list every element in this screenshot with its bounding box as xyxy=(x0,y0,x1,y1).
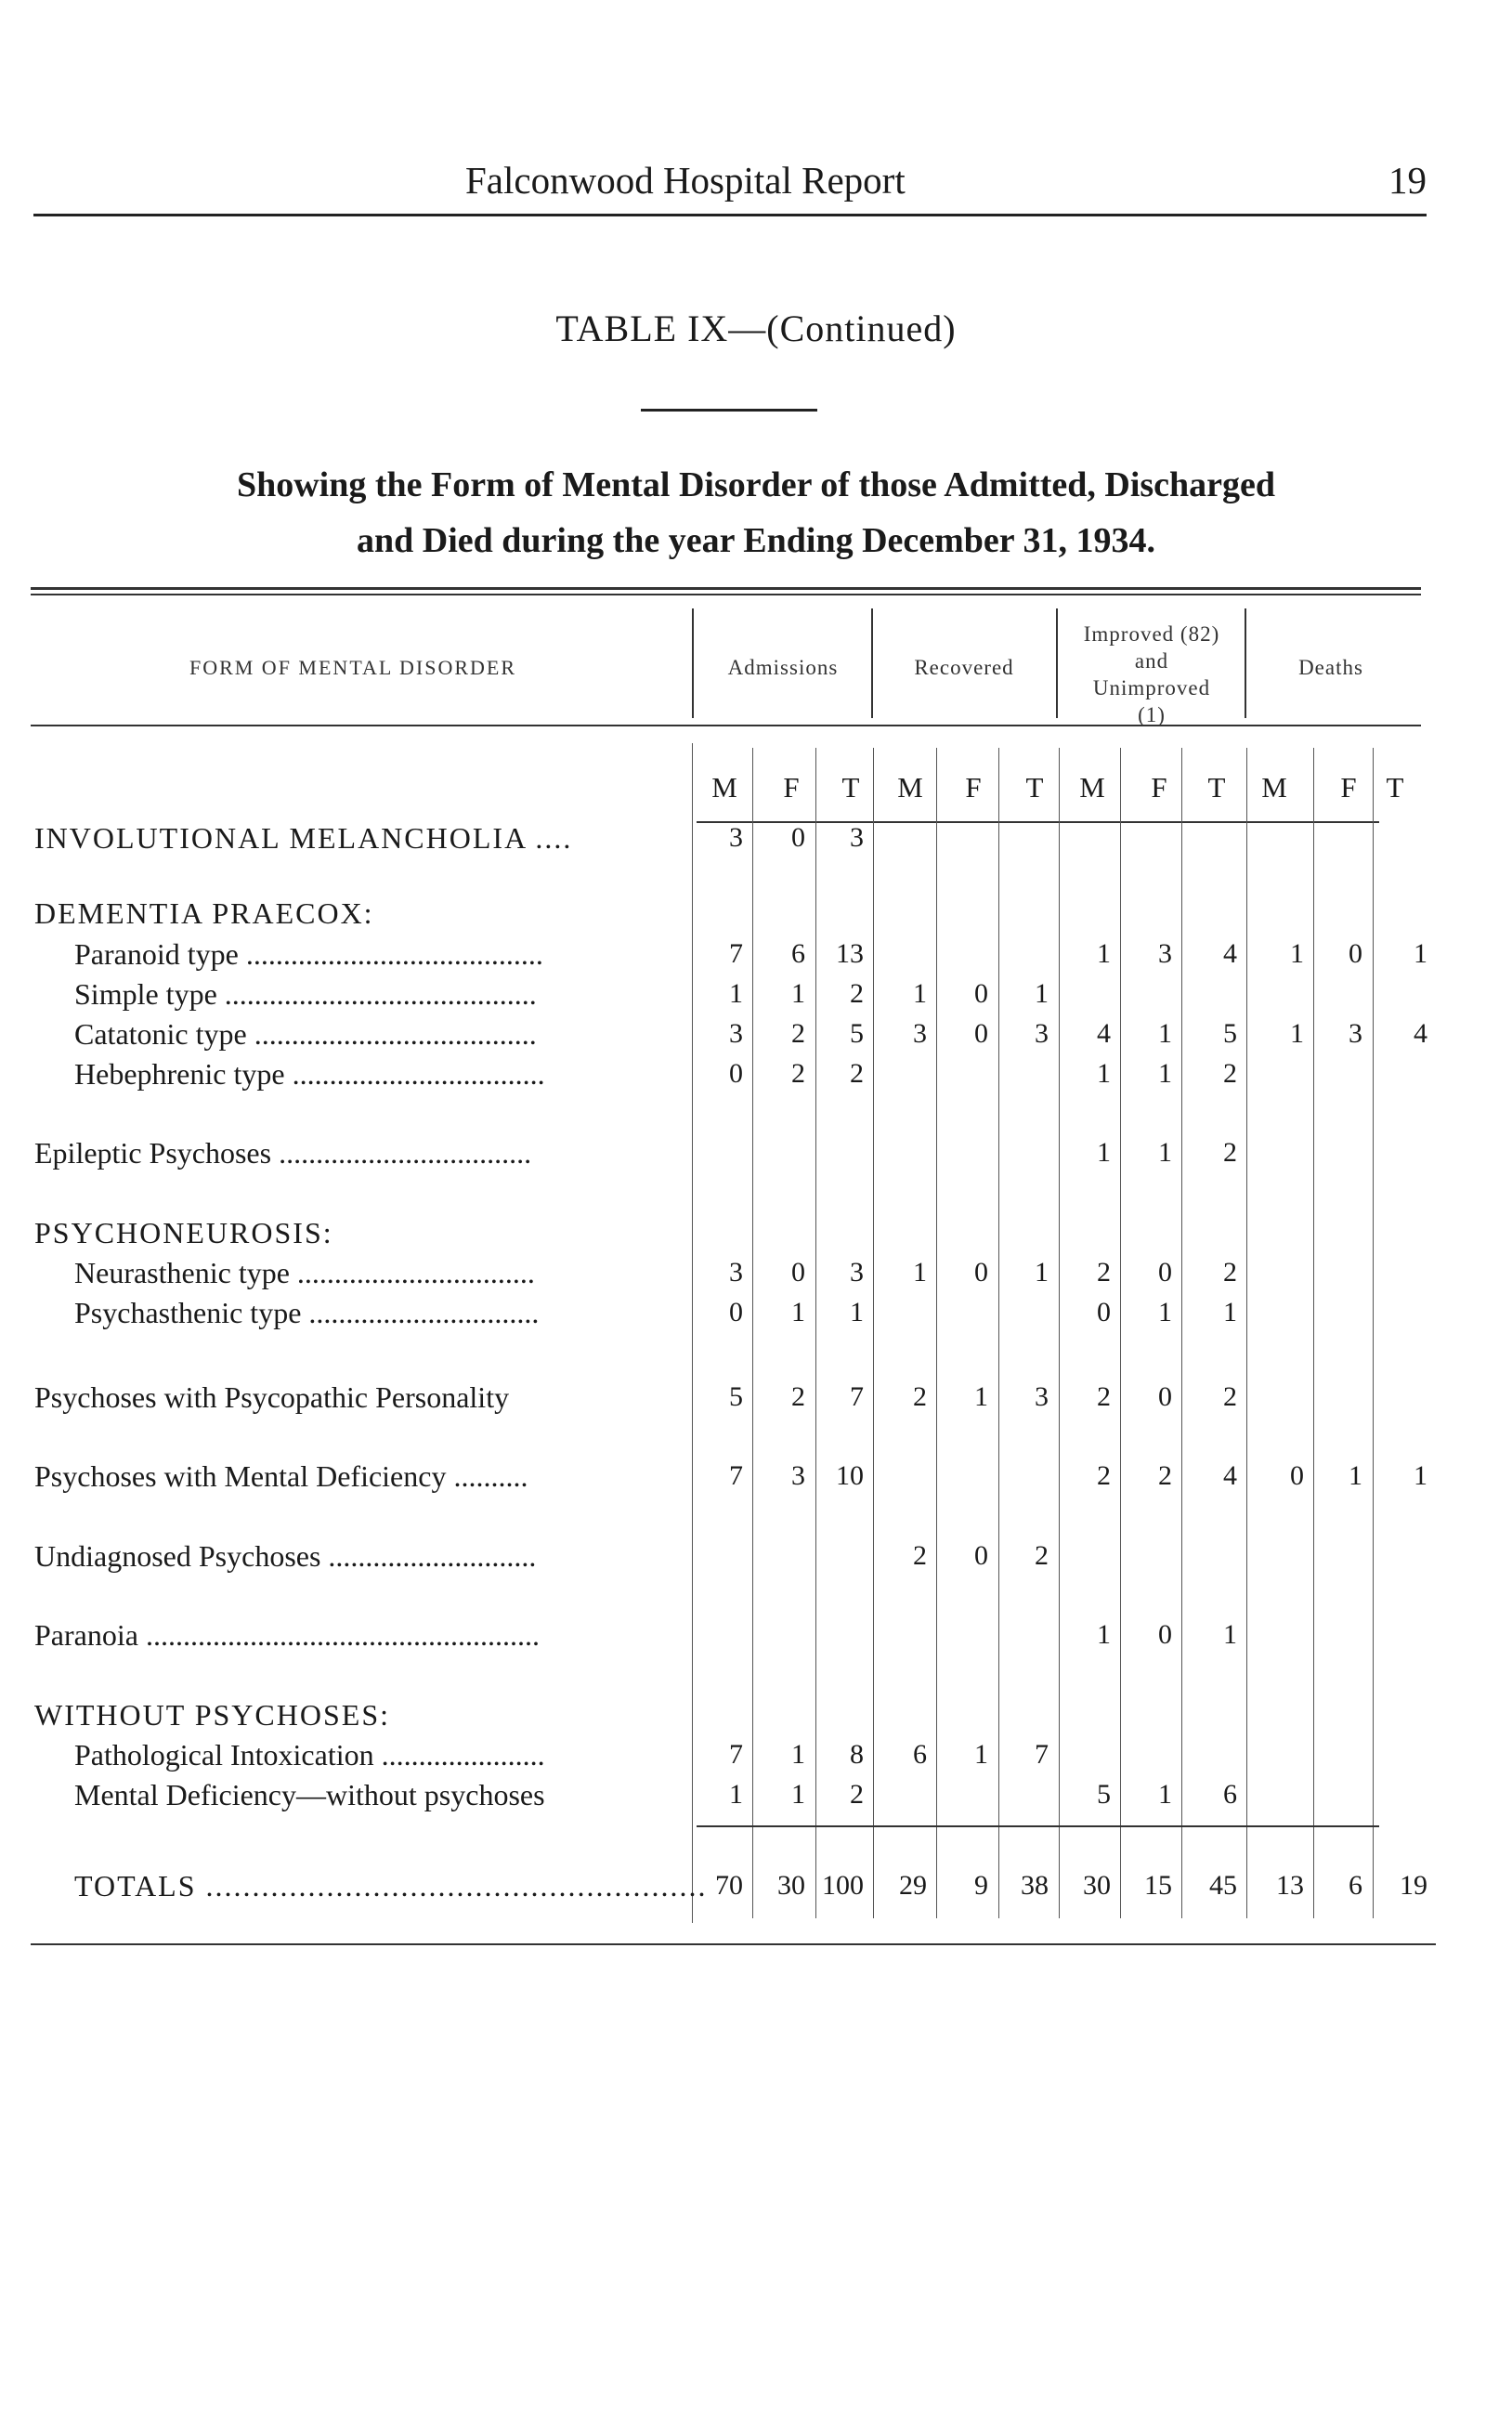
column-rule xyxy=(1246,748,1247,1918)
table-cell: 5 xyxy=(1223,1018,1237,1049)
table-cell: 4 xyxy=(1223,938,1237,969)
table-cell: 1 xyxy=(1035,978,1049,1009)
row-label: Mental Deficiency—without psychoses xyxy=(74,1778,545,1811)
table-cell: 7 xyxy=(729,1460,743,1491)
table-cell: 1 xyxy=(974,1381,988,1412)
header-divider-4 xyxy=(1245,608,1246,718)
table-cell: 2 xyxy=(850,1058,864,1089)
table-cell: 3 xyxy=(850,822,864,853)
running-head xyxy=(33,158,1427,216)
row-label: Undiagnosed Psychoses ............................ xyxy=(34,1539,537,1573)
table-cell: 2 xyxy=(913,1540,927,1571)
table-cell: 3 xyxy=(850,1257,864,1288)
table-cell: 4 xyxy=(1223,1460,1237,1491)
table-cell: 1 xyxy=(791,1297,805,1327)
table-cell: 1 xyxy=(1097,938,1111,969)
table-cell: 1 xyxy=(1158,1137,1172,1168)
table-cell: 70 xyxy=(715,1870,743,1901)
header-improved-line-3: Unimproved xyxy=(1092,676,1211,700)
table-cell: 3 xyxy=(913,1018,927,1049)
row-label: Psychoses with Psycopathic Personality xyxy=(34,1380,510,1414)
table-cell: 100 xyxy=(822,1870,864,1901)
table-cell: 1 xyxy=(1158,1058,1172,1089)
table-cell: 1 xyxy=(791,1739,805,1770)
table-cell: 2 xyxy=(1097,1257,1111,1288)
table-cell: 2 xyxy=(1223,1257,1237,1288)
table-cell: 1 xyxy=(1290,1018,1304,1049)
table-subtitle xyxy=(0,457,1512,569)
table-cell: 9 xyxy=(974,1870,988,1901)
table-cell: 1 xyxy=(791,1779,805,1810)
row-label: TOTALS ...................................................... xyxy=(74,1869,708,1903)
table-cell: 30 xyxy=(1083,1870,1111,1901)
table-cell: 7 xyxy=(729,1739,743,1770)
table-cell: 5 xyxy=(1097,1779,1111,1810)
table-cell: 45 xyxy=(1209,1870,1237,1901)
header-form: FORM OF MENTAL DISORDER xyxy=(189,656,517,679)
page-number: 19 xyxy=(1388,159,1427,202)
header-divider-3 xyxy=(1056,608,1058,718)
table-cell: 2 xyxy=(913,1381,927,1412)
table-cell: 2 xyxy=(791,1381,805,1412)
table-cell: 2 xyxy=(1223,1381,1237,1412)
table-top-rule-2 xyxy=(31,594,1421,595)
header-divider-1 xyxy=(692,608,694,718)
column-rule xyxy=(1313,748,1314,1918)
table-cell: 2 xyxy=(850,978,864,1009)
table-cell: 3 xyxy=(1349,1018,1362,1049)
running-head-title: Falconwood Hospital Report xyxy=(465,159,906,202)
table-title: TABLE IX—(Continued) xyxy=(555,307,957,349)
row-label: Catatonic type ...................................... xyxy=(74,1017,537,1051)
sub-header-t: T xyxy=(1025,771,1044,804)
sub-header-f: F xyxy=(1340,771,1357,804)
column-rule xyxy=(1373,748,1374,1918)
sub-header-m: M xyxy=(1261,771,1287,804)
table-cell: 5 xyxy=(729,1381,743,1412)
sub-header-f: F xyxy=(1151,771,1167,804)
row-label: PSYCHONEUROSIS: xyxy=(34,1216,333,1249)
sub-header-m: M xyxy=(1079,771,1105,804)
sub-header-f: F xyxy=(965,771,982,804)
table-cell: 1 xyxy=(974,1739,988,1770)
column-rule xyxy=(1181,748,1182,1918)
table-cell: 1 xyxy=(791,978,805,1009)
title-rule xyxy=(641,409,817,412)
header-admissions: Admissions xyxy=(727,656,839,679)
row-label: Pathological Intoxication ...................... xyxy=(74,1738,545,1772)
table-cell: 1 xyxy=(1414,938,1427,969)
table-cell: 6 xyxy=(791,938,805,969)
sub-header-m: M xyxy=(897,771,923,804)
table-cell: 0 xyxy=(1158,1619,1172,1650)
table-cell: 1 xyxy=(1158,1297,1172,1327)
row-label: DEMENTIA PRAECOX: xyxy=(34,896,374,930)
table-cell: 0 xyxy=(974,1540,988,1571)
table-cell: 2 xyxy=(1158,1460,1172,1491)
row-label: INVOLUTIONAL MELANCHOLIA .... xyxy=(34,821,573,855)
table-cell: 0 xyxy=(1290,1460,1304,1491)
row-label: Simple type .......................................... xyxy=(74,977,537,1011)
table-cell: 0 xyxy=(974,978,988,1009)
table-cell: 8 xyxy=(850,1739,864,1770)
table-cell: 1 xyxy=(913,978,927,1009)
table-cell: 0 xyxy=(974,1018,988,1049)
header-deaths: Deaths xyxy=(1298,656,1363,679)
column-rule xyxy=(1059,748,1060,1918)
table-cell: 0 xyxy=(729,1058,743,1089)
table-cell: 6 xyxy=(1223,1779,1237,1810)
table-cell: 1 xyxy=(850,1297,864,1327)
row-label: Epileptic Psychoses .................................. xyxy=(34,1136,532,1170)
table-cell: 38 xyxy=(1021,1870,1049,1901)
table-cell: 7 xyxy=(850,1381,864,1412)
row-label: Hebephrenic type .................................. xyxy=(74,1057,545,1091)
table-cell: 0 xyxy=(1158,1257,1172,1288)
table-cell: 2 xyxy=(791,1058,805,1089)
table-cell: 1 xyxy=(1223,1619,1237,1650)
table-cell: 3 xyxy=(791,1460,805,1491)
table-cell: 1 xyxy=(1349,1460,1362,1491)
header-recovered: Recovered xyxy=(914,656,1014,679)
header-improved-line-2: and xyxy=(1134,649,1169,673)
table-cell: 1 xyxy=(1097,1058,1111,1089)
table-cell: 3 xyxy=(729,1018,743,1049)
table-cell: 2 xyxy=(1097,1381,1111,1412)
table-cell: 19 xyxy=(1400,1870,1427,1901)
sub-header-t: T xyxy=(1207,771,1226,804)
table-top-rule xyxy=(31,587,1421,590)
row-label: Paranoid type ........................................ xyxy=(74,937,543,971)
totals-rule xyxy=(697,1825,1379,1827)
row-label: Psychoses with Mental Deficiency .......... xyxy=(34,1459,528,1493)
table-cell: 30 xyxy=(777,1870,805,1901)
table-cell: 1 xyxy=(1223,1297,1237,1327)
sub-header-f: F xyxy=(783,771,800,804)
table-cell: 1 xyxy=(1414,1460,1427,1491)
table-cell: 29 xyxy=(899,1870,927,1901)
table-cell: 3 xyxy=(729,1257,743,1288)
table-cell: 3 xyxy=(1035,1018,1049,1049)
table-cell: 2 xyxy=(1223,1137,1237,1168)
row-label: Paranoia ..................................................... xyxy=(34,1618,540,1652)
table-cell: 2 xyxy=(1097,1460,1111,1491)
row-label: Neurasthenic type ................................ xyxy=(74,1256,535,1289)
table-cell: 7 xyxy=(729,938,743,969)
table-cell: 6 xyxy=(1349,1870,1362,1901)
table-cell: 0 xyxy=(791,822,805,853)
header-improved-line-4: (1) xyxy=(1138,703,1166,726)
header-improved-line-1: Improved (82) xyxy=(1083,622,1220,646)
table-cell: 3 xyxy=(1158,938,1172,969)
table-cell: 0 xyxy=(1097,1297,1111,1327)
table-cell: 1 xyxy=(1290,938,1304,969)
header-improved xyxy=(1059,621,1245,728)
table-cell: 1 xyxy=(913,1257,927,1288)
table-cell: 2 xyxy=(850,1779,864,1810)
subtitle-line-1: Showing the Form of Mental Disorder of those Admitted, Discharged xyxy=(236,465,1276,504)
table-cell: 13 xyxy=(1276,1870,1304,1901)
row-label: WITHOUT PSYCHOSES: xyxy=(34,1698,390,1732)
table-cell: 0 xyxy=(1349,938,1362,969)
table-cell: 1 xyxy=(729,1779,743,1810)
table-cell: 3 xyxy=(729,822,743,853)
table-cell: 3 xyxy=(1035,1381,1049,1412)
subtitle-line-2: and Died during the year Ending December 31, 1934. xyxy=(357,521,1155,560)
table-cell: 0 xyxy=(974,1257,988,1288)
table-cell: 0 xyxy=(791,1257,805,1288)
table-cell: 1 xyxy=(729,978,743,1009)
table-cell: 0 xyxy=(729,1297,743,1327)
table-cell: 0 xyxy=(1158,1381,1172,1412)
sub-header-t: T xyxy=(841,771,860,804)
table-cell: 2 xyxy=(791,1018,805,1049)
sub-header-t: T xyxy=(1386,771,1404,804)
table-cell: 5 xyxy=(850,1018,864,1049)
table-cell: 4 xyxy=(1414,1018,1427,1049)
row-label: Psychasthenic type ............................... xyxy=(74,1296,540,1329)
column-rule xyxy=(1120,748,1121,1918)
table-cell: 10 xyxy=(836,1460,864,1491)
table-cell: 1 xyxy=(1097,1137,1111,1168)
table-bottom-rule xyxy=(31,1943,1436,1945)
table-cell: 1 xyxy=(1097,1619,1111,1650)
table-cell: 1 xyxy=(1035,1257,1049,1288)
sub-header-m: M xyxy=(711,771,737,804)
table-cell: 4 xyxy=(1097,1018,1111,1049)
table-cell: 15 xyxy=(1144,1870,1172,1901)
table-cell: 13 xyxy=(836,938,864,969)
table-cell: 7 xyxy=(1035,1739,1049,1770)
table-cell: 1 xyxy=(1158,1018,1172,1049)
table-cell: 6 xyxy=(913,1739,927,1770)
table-cell: 1 xyxy=(1158,1779,1172,1810)
table-cell: 2 xyxy=(1035,1540,1049,1571)
table-cell: 2 xyxy=(1223,1058,1237,1089)
